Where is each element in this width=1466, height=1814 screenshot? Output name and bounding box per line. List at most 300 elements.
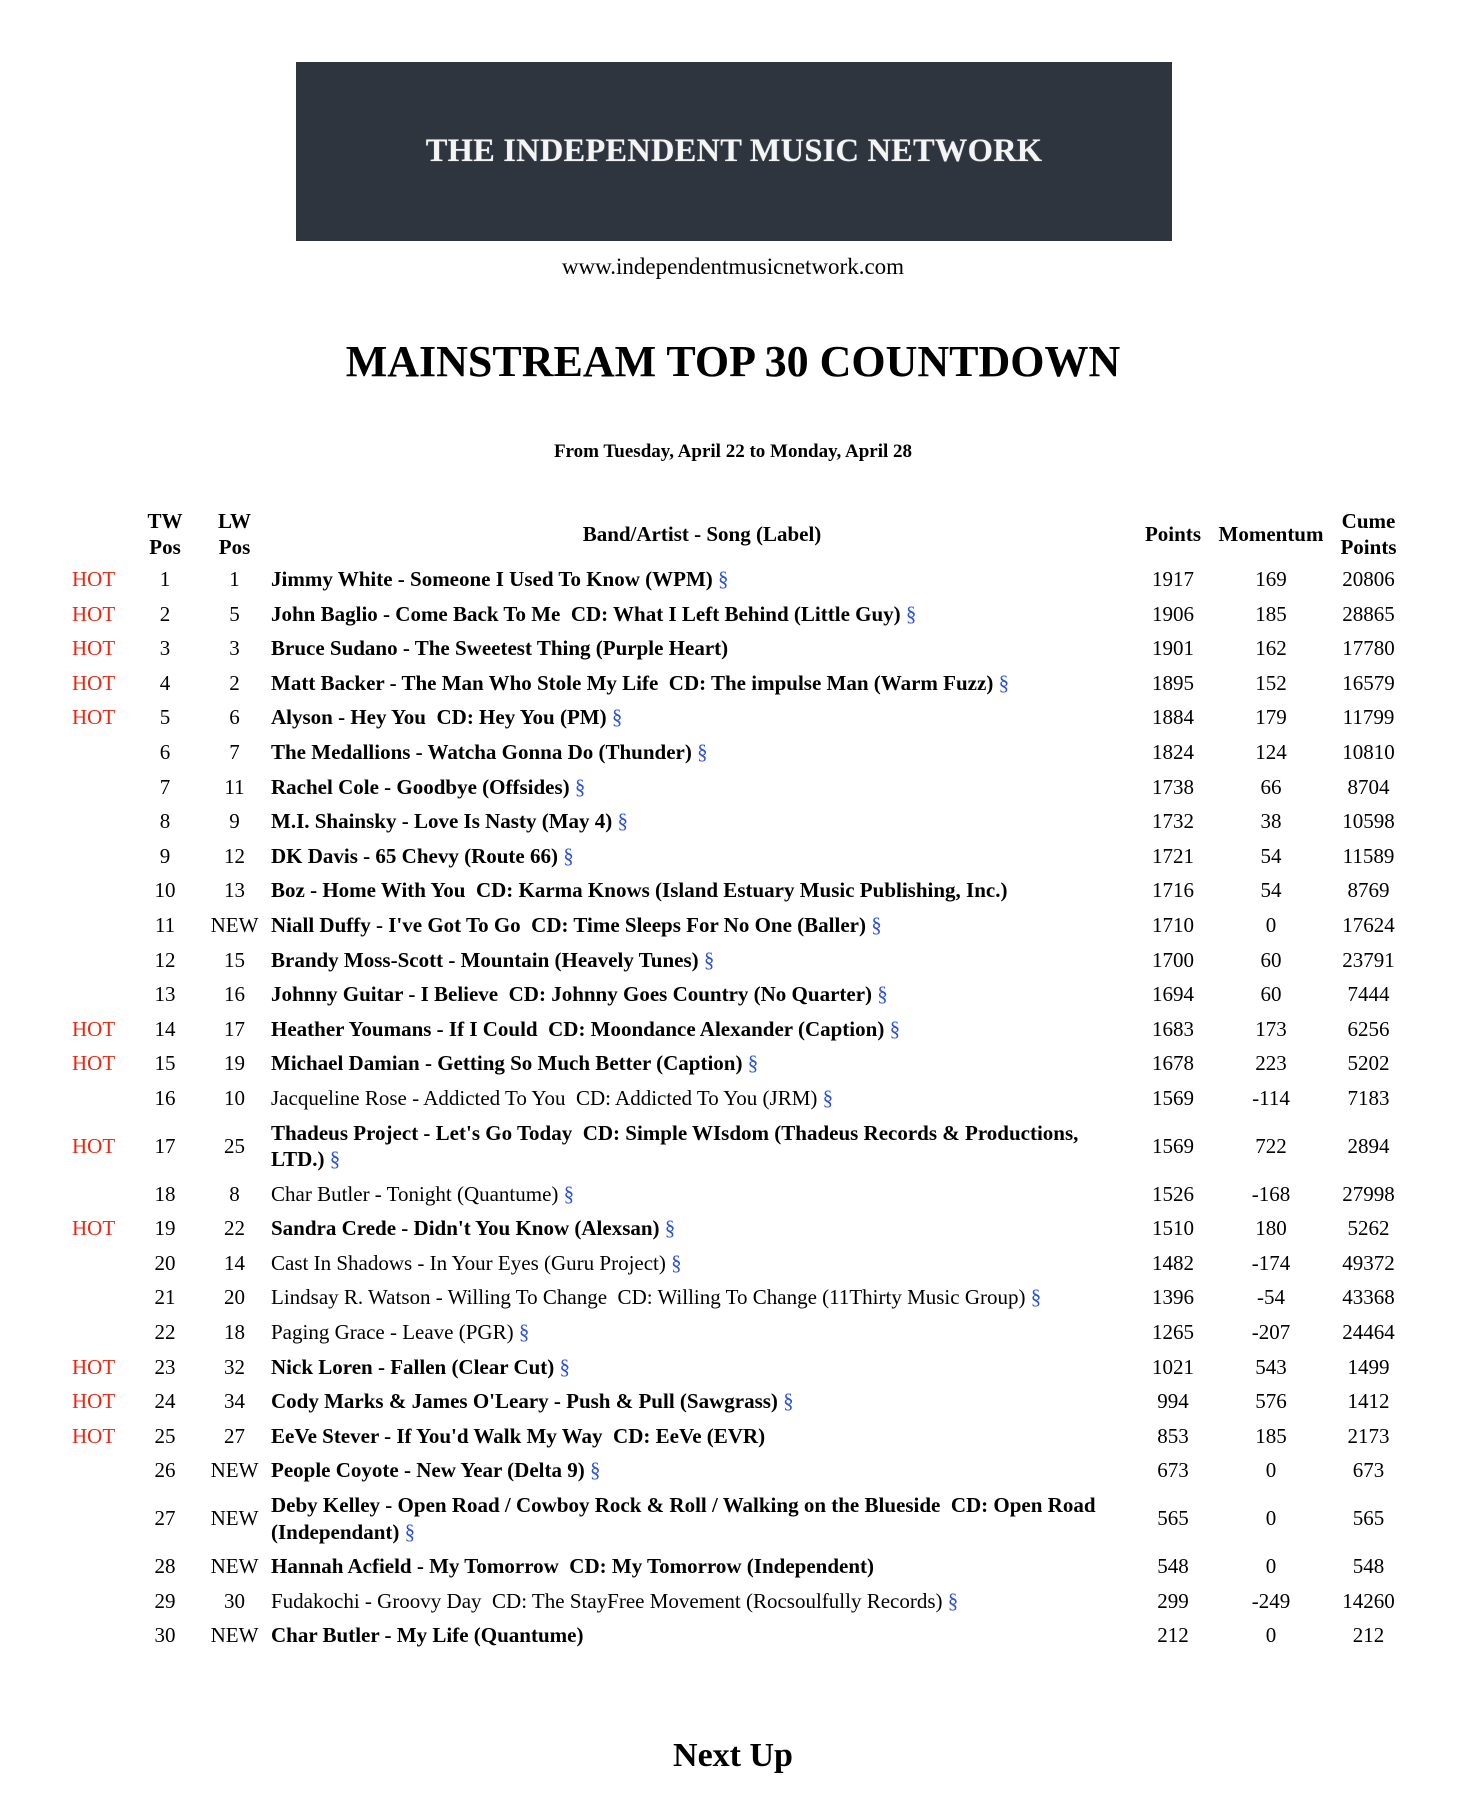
tw-position: 16 [154,1085,176,1110]
section-link-icon[interactable]: § [1030,1285,1042,1310]
section-link-icon[interactable]: § [664,1216,676,1241]
header-tw-line2: Pos [149,535,181,559]
points-value: 1917 [1152,567,1194,591]
points-value: 1694 [1152,982,1194,1007]
lw-position: 11 [224,774,245,799]
points-value: 1895 [1152,670,1194,695]
cume-points-value: 10598 [1342,809,1395,834]
song-cell [269,666,1135,701]
tw-position: 24 [154,1389,176,1414]
points-value: 1906 [1152,601,1194,626]
points-value: 1510 [1152,1216,1194,1241]
song-cell [269,1177,1135,1212]
points-value: 1678 [1152,1051,1194,1076]
hot-badge [60,1488,130,1549]
header-lw-line2: Pos [218,535,251,559]
header-momentum: Momentum [1218,522,1324,546]
points-value: 1716 [1152,878,1194,903]
table-row [60,1046,1406,1081]
song-cell [269,1618,1135,1653]
tw-position: 3 [159,636,171,661]
points-value: 1884 [1152,705,1194,730]
tw-position: 26 [154,1458,176,1483]
section-link-icon[interactable]: § [877,982,888,1007]
momentum-value: 0 [1265,1506,1277,1531]
momentum-value: 576 [1255,1389,1287,1414]
table-row [60,666,1406,701]
cume-points-value: 23791 [1342,947,1395,972]
tw-position: 25 [154,1423,176,1448]
header-lw-line1: LW [217,509,252,533]
points-value: 1265 [1152,1320,1194,1345]
table-row [60,839,1406,874]
cume-points-value: 2173 [1347,1423,1390,1448]
hot-badge: HOT [72,1133,116,1158]
table-header-row [60,506,1406,562]
lw-position: 6 [229,705,240,730]
song-cell [269,1350,1135,1385]
points-value: 1901 [1152,636,1194,661]
points-value: 1710 [1152,912,1194,937]
hot-badge: HOT [72,670,116,695]
header-tw-line1: TW [147,509,183,533]
tw-position: 7 [159,774,171,799]
momentum-value: 0 [1265,912,1277,937]
hot-badge: HOT [72,1216,116,1241]
momentum-value: -249 [1251,1588,1291,1613]
hot-badge: HOT [72,636,116,661]
table-row [60,804,1406,839]
momentum-value: -174 [1251,1250,1291,1275]
cume-points-value: 14260 [1342,1588,1395,1613]
table-row [60,1488,1406,1549]
lw-position: 20 [224,1285,245,1310]
song-cell [269,562,1135,597]
tw-position: 10 [154,878,176,903]
hot-badge [60,1618,130,1653]
site-logo-text: THE INDEPENDENT MUSIC NETWORK [425,133,1043,169]
section-link-icon[interactable]: § [783,1389,794,1414]
points-value: 1721 [1152,843,1194,868]
hot-badge [60,1177,130,1212]
tw-position: 22 [154,1320,176,1345]
table-row [60,1419,1406,1454]
points-value: 1738 [1152,774,1194,799]
momentum-value: 38 [1260,809,1282,834]
hot-badge: HOT [72,601,116,626]
momentum-value: 185 [1255,601,1287,626]
song-title: Lindsay R. Watson - Willing To Change CD: Willing To Change (11Thirty Music Group) [271,1285,1026,1310]
cume-points-value: 20806 [1342,567,1395,591]
points-value: 212 [1157,1623,1189,1648]
section-link-icon[interactable]: § [703,947,715,972]
section-link-icon[interactable]: § [871,912,882,937]
hot-badge [60,804,130,839]
header-song: Band/Artist - Song (Label) [582,522,822,546]
lw-position: 32 [224,1354,245,1379]
tw-position: 19 [154,1216,176,1241]
tw-position: 28 [154,1554,176,1579]
cume-points-value: 17624 [1342,912,1395,937]
table-row [60,1453,1406,1488]
song-cell [269,1488,1135,1549]
points-value: 994 [1157,1389,1189,1414]
section-link-icon[interactable]: § [889,1016,901,1041]
section-link-icon[interactable]: § [559,1354,571,1379]
lw-position: 16 [224,982,245,1007]
lw-position: NEW [210,1554,259,1579]
hot-badge: HOT [72,705,116,730]
song-cell [269,943,1135,978]
tw-position: 2 [159,601,171,626]
tw-position: 4 [159,670,171,695]
song-cell [269,1081,1135,1116]
points-value: 853 [1157,1423,1189,1448]
cume-points-value: 673 [1352,1458,1385,1483]
lw-position: 9 [229,809,240,834]
section-link-icon[interactable]: § [947,1588,959,1613]
cume-points-value: 212 [1352,1623,1385,1648]
cume-points-value: 5202 [1347,1051,1390,1076]
momentum-value: 0 [1265,1623,1277,1648]
section-link-icon[interactable]: § [563,1181,575,1206]
points-value: 1569 [1152,1085,1194,1110]
cume-points-value: 10810 [1342,739,1395,764]
tw-position: 8 [159,809,171,834]
cume-points-value: 28865 [1342,601,1395,626]
hot-badge: HOT [72,1051,116,1076]
header-tw-pos [130,506,200,562]
header-lw-pos [200,506,269,562]
table-row [60,1081,1406,1116]
song-cell [269,1012,1135,1047]
section-link-icon[interactable]: § [329,1147,341,1172]
momentum-value: 185 [1255,1423,1287,1448]
lw-position: NEW [210,912,259,937]
song-cell [269,839,1135,874]
song-title: Jimmy White - Someone I Used To Know (WPM) [271,567,713,591]
song-title: Cody Marks & James O'Leary - Push & Pull (Sawgrass) [271,1389,778,1414]
cume-points-value: 49372 [1342,1250,1395,1275]
song-cell [269,1280,1135,1315]
table-row [60,700,1406,735]
song-title: Jacqueline Rose - Addicted To You CD: Addicted To You (JRM) [271,1085,818,1110]
tw-position: 21 [154,1285,176,1310]
table-row [60,873,1406,908]
lw-position: 18 [224,1320,245,1345]
song-title: John Baglio - Come Back To Me CD: What I Left Behind (Little Guy) [271,601,901,626]
song-title: Rachel Cole - Goodbye (Offsides) [271,774,570,799]
tw-position: 17 [154,1133,176,1158]
tw-position: 6 [159,739,171,764]
tw-position: 9 [159,843,171,868]
header-cume-line1: Cume [1341,509,1396,533]
song-title: Char Butler - My Life (Quantume) [271,1623,584,1648]
song-cell [269,1419,1135,1454]
tw-position: 5 [159,705,171,730]
tw-position: 29 [154,1588,176,1613]
song-cell [269,804,1135,839]
momentum-value: 60 [1260,982,1282,1007]
table-row [60,562,1406,597]
table-row [60,1549,1406,1584]
header-cume-points [1331,506,1406,562]
momentum-value: 124 [1255,739,1287,764]
table-row [60,943,1406,978]
song-title: Niall Duffy - I've Got To Go CD: Time Sleeps For No One (Baller) [271,912,866,937]
table-row [60,1315,1406,1350]
section-link-icon[interactable]: § [518,1320,530,1345]
page-title: MAINSTREAM TOP 30 COUNTDOWN [345,337,1121,386]
song-title: Michael Damian - Getting So Much Better (Caption) [271,1051,743,1076]
section-link-icon[interactable]: § [822,1085,834,1110]
momentum-value: -168 [1251,1181,1291,1206]
table-row [60,1584,1406,1619]
momentum-value: 54 [1260,843,1282,868]
table-row [60,1384,1406,1419]
tw-position: 15 [154,1051,176,1076]
tw-position: 11 [154,912,176,937]
hot-badge [60,770,130,805]
song-title: Hannah Acfield - My Tomorrow CD: My Tomorrow (Independent) [271,1554,875,1579]
hot-badge [60,1280,130,1315]
lw-position: 15 [224,947,245,972]
cume-points-value: 24464 [1342,1320,1395,1345]
lw-position: NEW [210,1506,259,1531]
hot-badge: HOT [72,567,116,591]
hot-badge [60,1453,130,1488]
momentum-value: 0 [1265,1458,1277,1483]
points-value: 1569 [1152,1133,1194,1158]
momentum-value: 162 [1255,636,1287,661]
momentum-value: -114 [1252,1085,1290,1110]
points-value: 673 [1157,1458,1189,1483]
song-cell [269,1584,1135,1619]
table-row [60,1211,1406,1246]
lw-position: 3 [229,636,240,661]
lw-position: 19 [224,1051,245,1076]
song-title: People Coyote - New Year (Delta 9) [271,1458,585,1483]
momentum-value: 169 [1255,567,1287,591]
lw-position: 34 [224,1389,245,1414]
points-value: 1700 [1152,947,1194,972]
song-cell [269,597,1135,632]
song-title: Sandra Crede - Didn't You Know (Alexsan) [271,1216,660,1241]
table-body [60,562,1406,1653]
song-cell [269,1211,1135,1246]
song-title: M.I. Shainsky - Love Is Nasty (May 4) [271,809,613,834]
tw-position: 13 [154,982,176,1007]
lw-position: 14 [224,1250,245,1275]
cume-points-value: 548 [1352,1554,1385,1579]
hot-badge [60,1315,130,1350]
date-range: From Tuesday, April 22 to Monday, April 28 [553,441,913,462]
song-cell [269,908,1135,943]
song-cell [269,735,1135,770]
hot-badge [60,1549,130,1584]
lw-position: 5 [229,601,240,626]
hot-badge [60,1246,130,1281]
section-link-icon[interactable]: § [404,1519,416,1544]
table-row [60,1618,1406,1653]
cume-points-value: 8704 [1347,774,1390,799]
hot-badge: HOT [72,1016,116,1041]
song-cell [269,1046,1135,1081]
cume-points-value: 2894 [1347,1133,1390,1158]
table-row [60,1246,1406,1281]
momentum-value: 54 [1260,878,1282,903]
lw-position: 1 [229,567,240,591]
section-link-icon[interactable]: § [563,843,574,868]
cume-points-value: 7183 [1347,1085,1390,1110]
song-title: Cast In Shadows - In Your Eyes (Guru Project) [271,1250,666,1275]
section-link-icon[interactable]: § [697,739,708,764]
lw-position: 30 [224,1588,245,1613]
table-row [60,1177,1406,1212]
lw-position: 13 [224,878,245,903]
song-title: EeVe Stever - If You'd Walk My Way CD: EeVe (EVR) [271,1423,766,1448]
song-title: Nick Loren - Fallen (Clear Cut) [271,1354,555,1379]
lw-position: 17 [224,1016,245,1041]
hot-badge [60,839,130,874]
song-cell [269,1315,1135,1350]
hot-badge: HOT [72,1354,116,1379]
table-row [60,770,1406,805]
section-link-icon[interactable]: § [574,774,586,799]
song-title: Matt Backer - The Man Who Stole My Life CD: The impulse Man (Warm Fuzz) [271,670,994,695]
cume-points-value: 8769 [1347,878,1390,903]
cume-points-value: 17780 [1342,636,1395,661]
next-up-heading: Next Up [673,1737,793,1774]
song-title: Deby Kelley - Open Road / Cowboy Rock & Roll / Walking on the Blueside CD: Open Road (Independant) [271,1493,1101,1544]
section-link-icon[interactable]: § [589,1458,601,1483]
header-points: Points [1144,522,1201,546]
cume-points-value: 16579 [1342,670,1395,695]
points-value: 548 [1157,1554,1189,1579]
lw-position: 12 [224,843,245,868]
cume-points-value: 27998 [1342,1181,1395,1206]
hot-badge [60,977,130,1012]
lw-position: NEW [210,1623,259,1648]
table-row [60,977,1406,1012]
lw-position: 8 [229,1181,240,1206]
song-cell [269,700,1135,735]
song-cell [269,977,1135,1012]
cume-points-value: 1499 [1347,1354,1390,1379]
song-title: Boz - Home With You CD: Karma Knows (Island Estuary Music Publishing, Inc.) [271,878,1008,903]
cume-points-value: 11799 [1342,705,1395,730]
header-hot [60,506,130,562]
song-cell [269,1246,1135,1281]
points-value: 1683 [1152,1016,1194,1041]
lw-position: 27 [224,1423,245,1448]
tw-position: 27 [154,1506,176,1531]
momentum-value: 152 [1255,670,1287,695]
song-cell [269,1116,1135,1177]
section-link-icon[interactable]: § [747,1051,759,1076]
hot-badge [60,1081,130,1116]
section-link-icon[interactable]: § [905,601,917,626]
hot-badge [60,908,130,943]
cume-points-value: 43368 [1342,1285,1395,1310]
tw-position: 30 [154,1623,176,1648]
hot-badge: HOT [72,1389,116,1414]
cume-points-value: 6256 [1347,1016,1390,1041]
table-row [60,1350,1406,1385]
momentum-value: 543 [1255,1354,1287,1379]
song-title: Alyson - Hey You CD: Hey You (PM) [271,705,607,730]
tw-position: 23 [154,1354,176,1379]
table-row [60,1116,1406,1177]
song-cell [269,1384,1135,1419]
section-link-icon[interactable]: § [718,567,729,591]
cume-points-value: 11589 [1342,843,1395,868]
song-title: The Medallions - Watcha Gonna Do (Thunder) [271,739,692,764]
cume-points-value: 7444 [1347,982,1390,1007]
table-row [60,631,1406,666]
section-link-icon[interactable]: § [617,809,629,834]
song-title: Fudakochi - Groovy Day CD: The StayFree Movement (Rocsoulfully Records) [271,1588,943,1613]
song-title: DK Davis - 65 Chevy (Route 66) [271,843,558,868]
header-cume-line2: Points [1340,535,1397,559]
countdown-table [60,506,1406,1653]
song-title: Thadeus Project - Let's Go Today CD: Simple WIsdom (Thadeus Records & Productions, LTD.) [271,1120,1084,1172]
song-cell [269,1453,1135,1488]
hot-badge [60,735,130,770]
momentum-value: 0 [1265,1554,1277,1579]
lw-position: 2 [229,670,240,695]
lw-position: 7 [229,739,240,764]
points-value: 1732 [1152,809,1194,834]
site-url-link[interactable]: www.independentmusicnetwork.com [561,254,905,279]
tw-position: 20 [154,1250,176,1275]
points-value: 1396 [1152,1285,1194,1310]
points-value: 1021 [1152,1354,1194,1379]
song-title: Johnny Guitar - I Believe CD: Johnny Goes Country (No Quarter) [271,982,873,1007]
cume-points-value: 565 [1352,1506,1385,1531]
song-cell [269,631,1135,666]
song-title: Bruce Sudano - The Sweetest Thing (Purple Heart) [271,636,729,661]
lw-position: NEW [210,1458,259,1483]
site-logo-banner[interactable] [296,62,1172,241]
hot-badge [60,943,130,978]
momentum-value: 223 [1255,1051,1287,1076]
section-link-icon[interactable]: § [998,670,1010,695]
cume-points-value: 1412 [1347,1389,1390,1414]
song-cell [269,1549,1135,1584]
tw-position: 14 [154,1016,176,1041]
hot-badge [60,873,130,908]
tw-position: 1 [159,567,171,591]
momentum-value: -207 [1251,1320,1291,1345]
song-title: Heather Youmans - If I Could CD: Moondance Alexander (Caption) [271,1016,885,1041]
tw-position: 12 [154,947,176,972]
song-title: Brandy Moss-Scott - Mountain (Heavely Tunes) [271,947,699,972]
hot-badge [60,1584,130,1619]
momentum-value: 179 [1255,705,1287,730]
momentum-value: 180 [1255,1216,1287,1241]
section-link-icon[interactable]: § [611,705,623,730]
momentum-value: -54 [1257,1285,1285,1310]
table-row [60,908,1406,943]
momentum-value: 66 [1260,774,1282,799]
song-cell [269,770,1135,805]
song-title: Char Butler - Tonight (Quantume) [271,1181,559,1206]
cume-points-value: 5262 [1347,1216,1390,1241]
points-value: 299 [1157,1588,1189,1613]
lw-position: 22 [224,1216,245,1241]
section-link-icon[interactable]: § [671,1250,682,1275]
